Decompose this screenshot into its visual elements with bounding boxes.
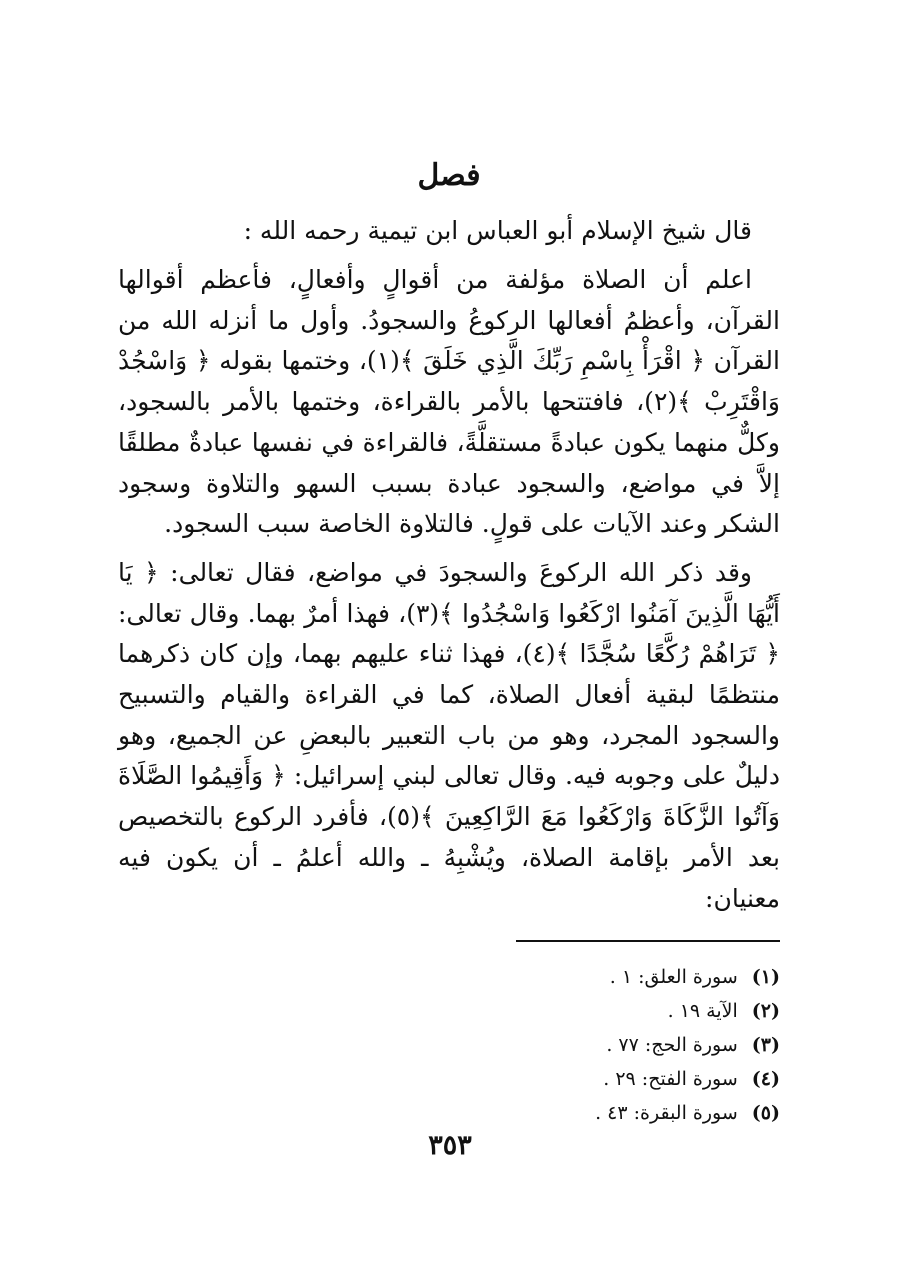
document-body [118,150,780,927]
footnote-text: سورة البقرة: ٤٣ . [595,1102,738,1124]
footnotes-list [480,960,780,1130]
footnote-item [480,1028,780,1062]
footnote-number: (٣) [751,1034,780,1056]
footnote-divider [516,940,780,942]
footnote-text: سورة الحج: ٧٧ . [606,1034,738,1056]
footnote-number: (٤) [751,1068,780,1090]
paragraph-2: وقد ذكر الله الركوعَ والسجودَ في مواضع، فقال تعالى: ﴿ يَا أَيُّهَا الَّذِينَ آمَنُوا ارْكَعُوا وَاسْجُدُوا ﴾(٣)، فهذا أمرٌ بهما. وقال تعالى: ﴿ تَرَاهُمْ رُكَّعًا سُجَّدًا ﴾(٤)، فهذا ثناء عليهم بهما، وإن كان ذكرهما منتظمًا لبقية أفعال الصلاة، كما في القراءة والقيام والتسبيح والسجود المجرد، وهو من باب التعبير بالبعضِ عن الجميع، وهو دليلٌ على وجوبه فيه. وقال تعالى لبني إسرائيل: ﴿ وَأَقِيمُوا الصَّلَاةَ وَآتُوا الزَّكَاةَ وَارْكَعُوا مَعَ الرَّاكِعِينَ ﴾(٥)، فأفرد الركوع بالتخصيص بعد الأمر بإقامة الصلاة، ويُشْبِهُ ـ والله أعلمُ ـ أن يكون فيه معنيان: [118,557,781,913]
footnote-text: الآية ١٩ . [667,1000,738,1022]
footnote-item [480,994,780,1028]
footnote-item [480,1062,780,1096]
footnote-item [480,1096,780,1130]
footnote-number: (٢) [751,1000,780,1022]
footnote-item [480,960,780,994]
footnote-number: (٥) [751,1102,780,1124]
page-number: ٣٥٣ [428,1130,472,1161]
footnote-number: (١) [751,966,780,988]
footnote-text: سورة الفتح: ٢٩ . [603,1068,738,1090]
page-title: فصل [417,158,481,193]
paragraph-1: اعلم أن الصلاة مؤلفة من أقوالٍ وأفعالٍ، فأعظم أقوالها القرآن، وأعظمُ أفعالها الركوعُ والسجودُ. وأول ما أنزله الله من القرآن ﴿ اقْرَأْ بِاسْمِ رَبِّكَ الَّذِي خَلَقَ ﴾(١)، وختمها بقوله ﴿ وَاسْجُدْ وَاقْتَرِبْ ﴾(٢)، فافتتحها بالأمر بالقراءة، وختمها بالأمر بالسجود، وكلٌّ منهما يكون عبادةً مستقلَّةً، فالقراءة في نفسها عبادةٌ مطلقًا إلاَّ في مواضع، والسجود عبادة بسبب السهو والتلاوة وسجود الشكر وعند الآيات على قولٍ. فالتلاوة الخاصة سبب السجود. [118,265,780,539]
footnote-text: سورة العلق: ١ . [609,966,738,988]
intro-line: قال شيخ الإسلام أبو العباس ابن تيمية رحمه الله : [243,216,752,245]
